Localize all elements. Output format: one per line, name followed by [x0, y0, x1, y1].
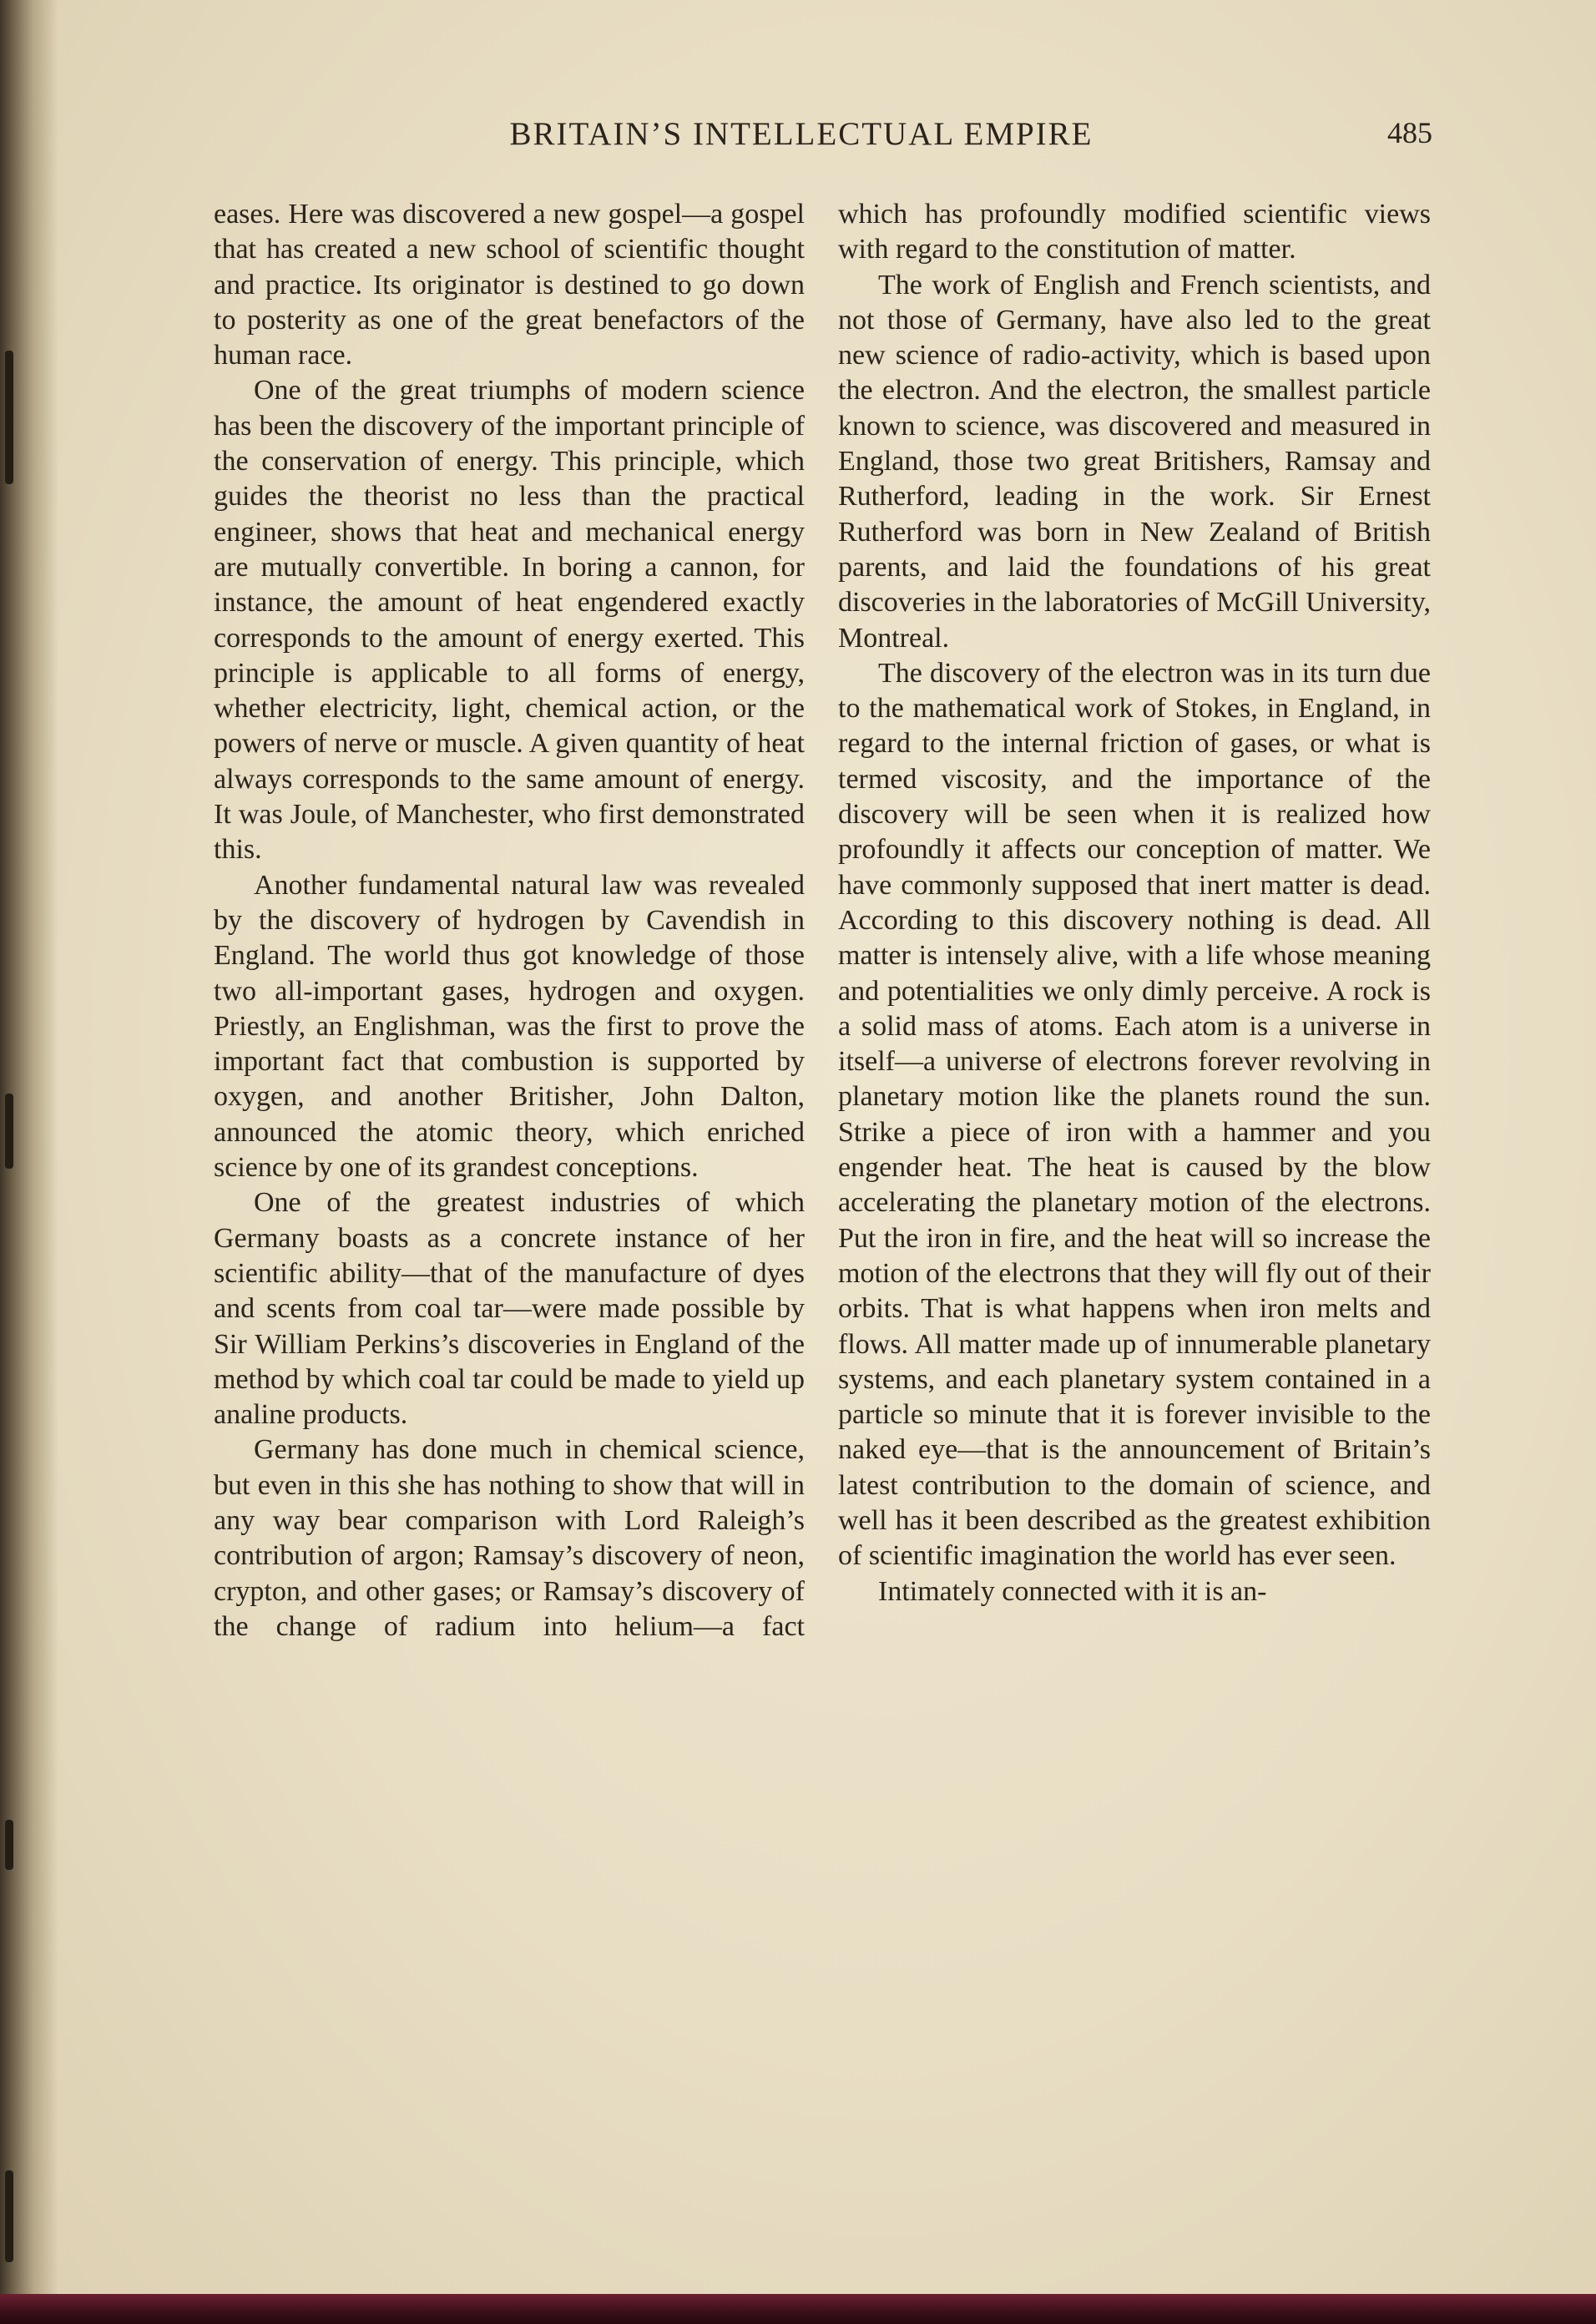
spine-mark — [5, 1094, 13, 1169]
left-column — [214, 197, 805, 1644]
paragraph: The work of English and French scientists, and not those of Germany, have also led to the great new science of radio-activity, which is based upon the electron. And the electron, the smallest particle known to science, was discovered and measured in England, those two great Britishers, Ramsay and Rutherford, leading in the work. Sir Ernest Rutherford was born in New Zealand of British parents, and laid the foundations of his great discoveries in the laboratories of McGill University, Montreal. — [838, 269, 1431, 654]
page-number: 485 — [1387, 116, 1432, 149]
paragraph: Another fundamental natural law was revealed by the discovery of hydrogen by Cavendish in England. The world thus got knowledge of those two all-important gases, hydrogen and oxygen. Priestly, an Englishman, was the first to prove the important fact that combustion is supported by oxygen, and another Britisher, John Dalton, announced the atomic theory, which enriched science by one of its grandest conceptions. — [214, 869, 805, 1184]
paragraph: which has profoundly modified scientific views with regard to the constitution of matter. — [838, 199, 1431, 265]
paragraph: eases. Here was discovered a new gospel—a gospel that has created a new school of scientific thought and practice. Its originator is destined to go down to posterity as one of the great benefactors of the human race. — [214, 199, 805, 371]
spine-mark — [5, 351, 13, 484]
running-head: BRITAIN’S INTELLECTUAL EMPIRE — [509, 116, 1093, 152]
spine-mark — [5, 1820, 13, 1870]
paragraph: Intimately connected with it is an- — [878, 1575, 1267, 1607]
spine-mark — [5, 2170, 13, 2262]
right-column — [838, 197, 1431, 1609]
page-header — [0, 115, 1596, 157]
page-bottom-edge — [0, 2294, 1596, 2324]
paragraph: One of the greatest industries of which Germany boasts as a concrete instance of her scientific ability—that of the manufacture of dyes and scents from coal tar—were made possible by Sir William Perkins’s discoveries in England of the method by which coal tar could be made to yield up analine products. — [214, 1187, 805, 1431]
paragraph: The discovery of the electron was in its turn due to the mathematical work of Stokes, in England, in regard to the internal friction of gases, or what is termed viscosity, and the importance of the discovery will be seen when it is realized how profoundly it affects our conception of matter. We have commonly supposed that inert matter is dead. According to this discovery nothing is dead. All matter is intensely alive, with a life whose meaning and potentialities we only dimly perceive. A rock is a solid mass of atoms. Each atom is a universe in itself—a universe of electrons forever revolving in planetary motion like the planets round the sun. Strike a piece of iron with a hammer and you engender heat. The heat is caused by the blow accelerating the planetary motion of the electrons. Put the iron in fire, and the heat will so increase the motion of the electrons that they will fly out of their orbits. That is what happens when iron melts and flows. All matter made up of innumerable planetary systems, and each planetary system contained in a particle so minute that it is forever invisible to the naked eye—that is the announcement of Britain’s latest contribution to the domain of science, and well has it been described as the greatest exhibition of scientific imagination the world has ever seen. — [838, 657, 1431, 1572]
paragraph: One of the great triumphs of modern science has been the discovery of the important principle of the conservation of energy. This principle, which guides the theorist no less than the practical engineer, shows that heat and mechanical energy are mutually convertible. In boring a cannon, for instance, the amount of heat engendered exactly corresponds to the amount of energy exerted. This principle is applicable to all forms of energy, whether electricity, light, chemical action, or the powers of nerve or muscle. A given quantity of heat always corresponds to the same amount of energy. It was Joule, of Manchester, who first demonstrated this. — [214, 375, 805, 866]
book-spine-shadow — [0, 0, 58, 2324]
paragraph: Germany has done much in chemical science, but even in this she has nothing to show that will in any way bear comparison with Lord Raleigh’s contribution of argon; Ramsay’s discovery of neon, crypton, and other gases; or Ramsay’s discovery of the change of radium into helium—a fact — [214, 1434, 805, 1642]
